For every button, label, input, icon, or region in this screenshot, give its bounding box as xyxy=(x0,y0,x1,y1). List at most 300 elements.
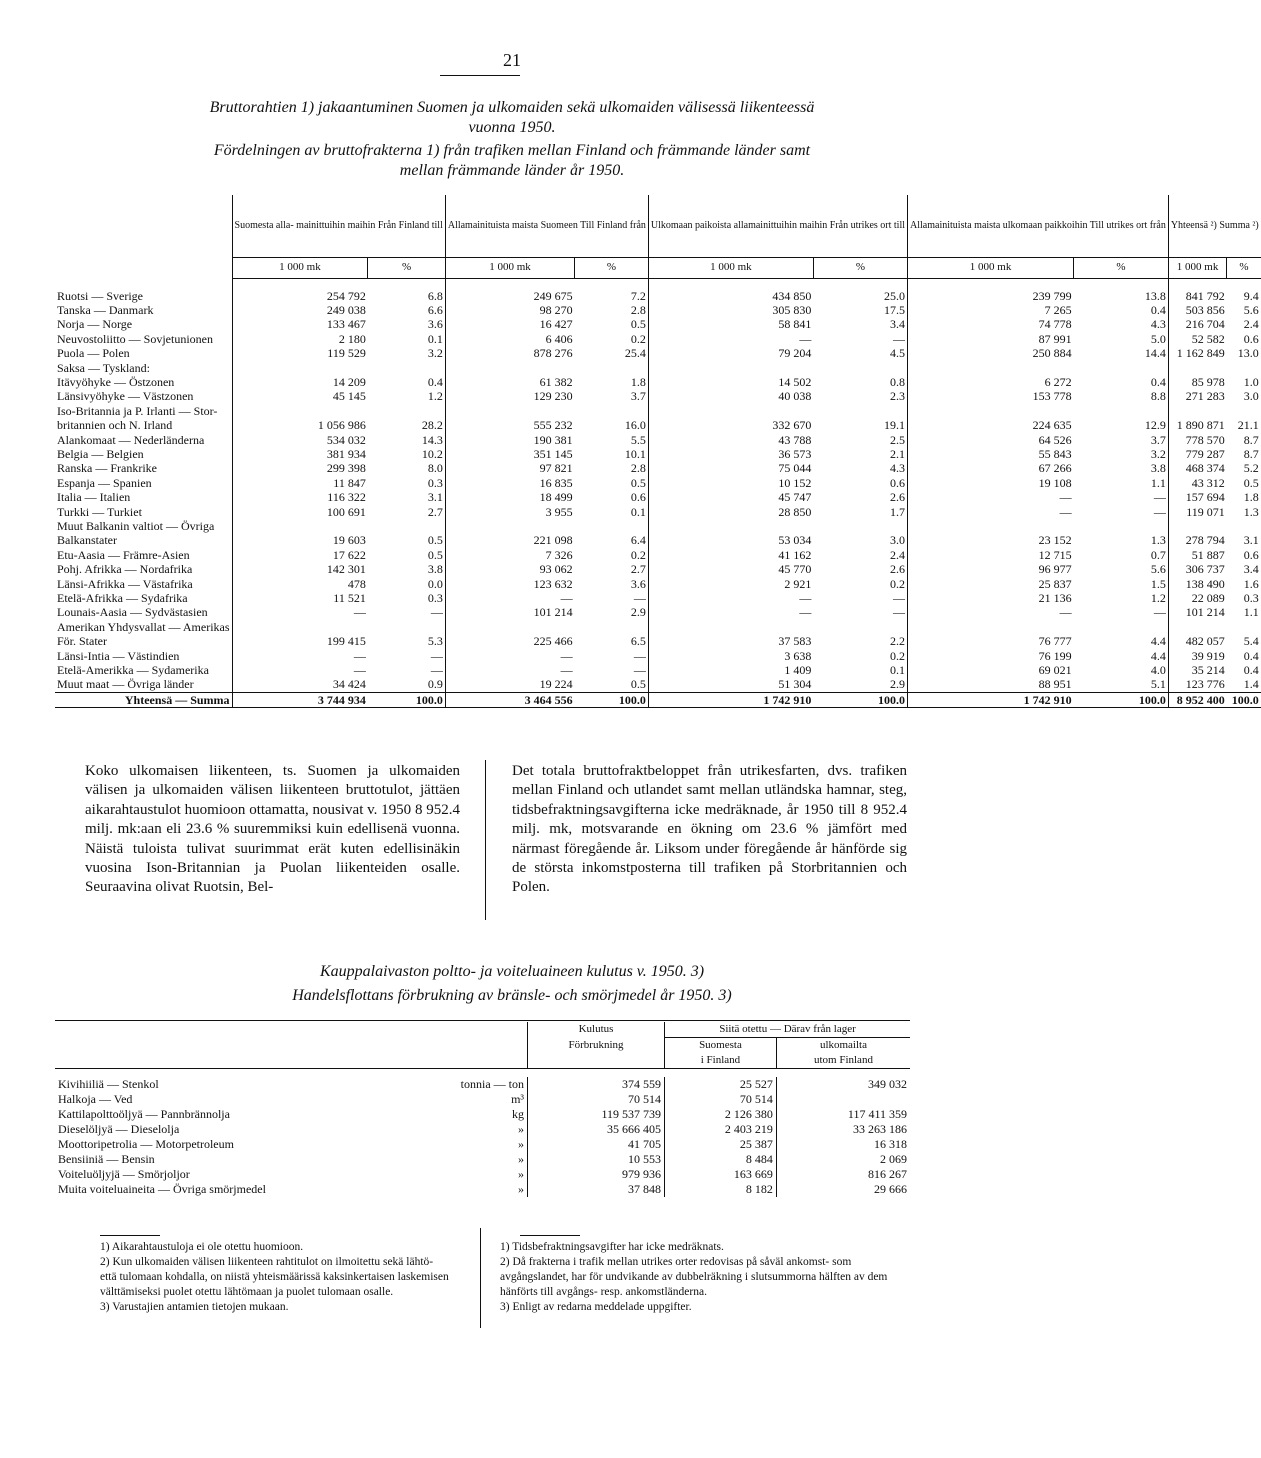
column-divider xyxy=(485,760,486,920)
table-cell: 93 062 xyxy=(445,562,574,576)
row-label: Ranska — Frankrike xyxy=(57,461,157,476)
table-cell: 101 214 xyxy=(1168,605,1226,619)
table-cell xyxy=(813,361,907,375)
table-cell: 58 841 xyxy=(648,317,813,331)
total-label: Yhteensä — Summa xyxy=(55,692,232,707)
table-cell: 10.1 xyxy=(624,446,646,461)
table-cell: — xyxy=(648,591,813,605)
table-cell: 16 835 xyxy=(445,476,574,490)
table-cell: 3.1 xyxy=(1243,533,1259,548)
table-cell: — xyxy=(648,605,813,619)
table-cell: 0.3 xyxy=(427,591,443,606)
table-cell: 98 270 xyxy=(445,303,574,317)
unit-mk: 1 000 mk xyxy=(908,257,1074,278)
table-cell: 10 553 xyxy=(528,1152,665,1167)
table-cell: 21 136 xyxy=(908,591,1074,605)
table-cell: 503 856 xyxy=(1168,303,1226,317)
table-cell: 51 887 xyxy=(1168,548,1226,562)
table-cell: 8 182 xyxy=(665,1182,777,1197)
table-cell: 16 318 xyxy=(776,1137,910,1152)
table-cell: — xyxy=(893,331,906,346)
table-cell xyxy=(1227,404,1261,418)
footnote-fi-3: 3) Varustajien antamien tietojen mukaan. xyxy=(100,1301,289,1313)
table-cell: 374 559 xyxy=(528,1077,665,1092)
footnote-sv-3: 3) Enligt av redarna meddelade uppgifter. xyxy=(500,1301,692,1313)
table-cell: 6.6 xyxy=(427,302,443,317)
table-cell: 18 499 xyxy=(445,490,574,504)
table-cell: 69 021 xyxy=(908,663,1074,677)
table-cell: 3.8 xyxy=(1150,461,1166,476)
table-cell: — xyxy=(445,649,574,663)
table-row xyxy=(55,1137,910,1152)
table-row xyxy=(55,663,1261,677)
table-cell: 61 382 xyxy=(445,375,574,389)
table-cell: 434 850 xyxy=(648,289,813,303)
table-cell: 25 527 xyxy=(665,1077,777,1092)
table-cell: 6 406 xyxy=(445,332,574,346)
row-label: Halkoja — Ved xyxy=(58,1092,133,1106)
footnote-fi-1: 1) Aikarahtaustuloja ei ole otettu huomioon. xyxy=(100,1241,304,1253)
table-cell xyxy=(232,361,368,375)
table-cell: 555 232 xyxy=(445,418,574,432)
table-cell: 7.2 xyxy=(630,288,646,303)
row-label: Amerikan Yhdysvallat — Amerikas xyxy=(57,619,230,634)
table-cell: 0.1 xyxy=(890,663,906,678)
title-sv-line2: mellan främmande länder år 1950. xyxy=(399,162,625,179)
table-cell: 0.6 xyxy=(1243,331,1259,346)
table-cell: » xyxy=(518,1152,524,1166)
unit-mk: 1 000 mk xyxy=(648,257,813,278)
table-cell: 221 098 xyxy=(445,533,574,547)
row-label: Dieselöljyä — Dieselolja xyxy=(58,1122,180,1136)
table-cell: 2.1 xyxy=(890,446,906,461)
row-label: Saksa — Tyskland: xyxy=(57,360,150,375)
table-cell: 13.8 xyxy=(1144,288,1166,303)
title-sv-line1: Fördelningen av bruttofrakterna 1) från trafiken mellan Finland och främmande länder samt xyxy=(213,142,811,159)
table-cell xyxy=(1074,519,1169,533)
table-cell: 39 919 xyxy=(1168,649,1226,663)
table-cell: 97 821 xyxy=(445,461,574,475)
table-cell: 878 276 xyxy=(445,346,574,360)
table-cell: 10.2 xyxy=(421,446,443,461)
table-cell: 52 582 xyxy=(1168,332,1226,346)
table-row xyxy=(55,317,1261,331)
table-cell: — xyxy=(893,605,906,620)
total-cell: 100.0 xyxy=(368,692,446,707)
table-cell: 0.6 xyxy=(890,475,906,490)
table-cell: — xyxy=(445,663,574,677)
table-cell: 133 467 xyxy=(232,317,368,331)
table-cell: 225 466 xyxy=(445,634,574,648)
table-cell xyxy=(776,1092,910,1107)
table-cell: 2 921 xyxy=(648,577,813,591)
table-cell: 12 715 xyxy=(908,548,1074,562)
total-cell: 100.0 xyxy=(813,692,907,707)
table-cell: — xyxy=(232,605,368,619)
table-row xyxy=(55,289,1261,303)
table-cell: 3.8 xyxy=(427,562,443,577)
table-cell: 0.5 xyxy=(630,317,646,332)
table-cell: 5.6 xyxy=(1243,302,1259,317)
row-label: Espanja — Spanien xyxy=(57,475,152,490)
table-cell: 17.5 xyxy=(884,302,906,317)
table-cell: 249 038 xyxy=(232,303,368,317)
table-cell xyxy=(232,404,368,418)
table-cell: 1 162 849 xyxy=(1168,346,1226,360)
table-cell: — xyxy=(1153,605,1166,620)
table-cell: 2.9 xyxy=(890,677,906,692)
table-cell: » xyxy=(518,1182,524,1196)
table-cell: — xyxy=(1153,504,1166,519)
table-cell: 0.5 xyxy=(630,677,646,692)
table-cell xyxy=(1074,620,1169,634)
table-cell: 28 850 xyxy=(648,505,813,519)
table-cell: 534 032 xyxy=(232,433,368,447)
table-cell: 14.3 xyxy=(421,432,443,447)
table-cell: 1 056 986 xyxy=(232,418,368,432)
table-cell xyxy=(445,519,574,533)
total-cell: 1 742 910 xyxy=(908,692,1074,707)
table-cell: 14 502 xyxy=(648,375,813,389)
title-fi-line1: Bruttorahtien 1) jakaantuminen Suomen ja ulkomaiden sekä ulkomaiden välisessä liikenteessä xyxy=(209,99,815,116)
table-cell: 351 145 xyxy=(445,447,574,461)
footnotes-sv xyxy=(500,1240,910,1315)
table-cell: 36 573 xyxy=(648,447,813,461)
table-cell xyxy=(368,620,446,634)
table-cell xyxy=(575,519,649,533)
table-cell: 0.4 xyxy=(1150,374,1166,389)
table-cell xyxy=(232,519,368,533)
table-cell: 0.2 xyxy=(630,547,646,562)
table-cell: 28.2 xyxy=(421,418,443,433)
table-cell: 40 038 xyxy=(648,389,813,403)
unit-mk: 1 000 mk xyxy=(1168,257,1226,278)
table-cell: 37 848 xyxy=(528,1182,665,1197)
table-cell: 5.1 xyxy=(1150,677,1166,692)
table-cell: 41 705 xyxy=(528,1137,665,1152)
table-cell: 0.7 xyxy=(1150,547,1166,562)
row-label: Italia — Italien xyxy=(57,490,131,505)
table-cell xyxy=(908,519,1074,533)
h-utom: utom Finland xyxy=(776,1053,910,1069)
table-cell: 12.9 xyxy=(1144,418,1166,433)
table-row xyxy=(55,1092,910,1107)
table-cell: 6 272 xyxy=(908,375,1074,389)
table-cell: 278 794 xyxy=(1168,533,1226,547)
table-cell: 74 778 xyxy=(908,317,1074,331)
total-cell: 100.0 xyxy=(1227,692,1261,707)
table-cell: 70 514 xyxy=(528,1092,665,1107)
table-cell xyxy=(575,620,649,634)
row-label: Itävyöhyke — Östzonen xyxy=(57,374,175,389)
table-cell: — xyxy=(445,591,574,605)
table-cell: 7 265 xyxy=(908,303,1074,317)
table-cell: — xyxy=(893,591,906,606)
table-row xyxy=(55,505,1261,519)
table-cell: 0.5 xyxy=(427,547,443,562)
unit-mk: 1 000 mk xyxy=(232,257,368,278)
table-cell: 979 936 xyxy=(528,1167,665,1182)
table-cell: 0.0 xyxy=(427,576,443,591)
h-siita: Siitä otettu — Därav från lager xyxy=(665,1022,911,1038)
total-cell: 3 464 556 xyxy=(445,692,574,707)
text-column-fi: Koko ulkomaisen liikenteen, ts. Suomen ja ulkomaiden välisen ja ulkomaiden välisen liikenteen bruttotulot, jättäen aikarahtaustulot huomioon ottamatta, nousivat v. 1950 8 952.4 milj. mk:aan eli 23.6 % suuremmiksi kuin edellisenä vuonna. Näistä tuloista tulivat suurimmat erät kuten edellisinäkin vuosina Ison-Britannian ja Puolan liikenteiden osalle. Seuraavina olivat Ruotsin, Bel- xyxy=(85,763,460,896)
table-cell: 157 694 xyxy=(1168,490,1226,504)
table-cell: 3.7 xyxy=(630,389,646,404)
table-cell: — xyxy=(908,505,1074,519)
table-cell: 2 126 380 xyxy=(665,1107,777,1122)
table-row xyxy=(55,562,1261,576)
table-cell: 6.5 xyxy=(630,634,646,649)
table-cell: 3 955 xyxy=(445,505,574,519)
table-cell: 14 209 xyxy=(232,375,368,389)
table-cell: 70 514 xyxy=(665,1092,777,1107)
table-cell: 8.7 xyxy=(1243,432,1259,447)
table-row xyxy=(55,490,1261,504)
table-cell: 8.7 xyxy=(1243,446,1259,461)
unit-mk: 1 000 mk xyxy=(445,257,574,278)
footnote-fi-2: 2) Kun ulkomaiden välisen liikenteen rahtitulot on ilmoitettu sekä lähtö- että tulomaan kohdalla, on niistä yhteismäärissä kaksinkertaisen laskemisen välttämiseksi puolet otettu lähtömaan ja puolet tulomaan osalle. xyxy=(100,1256,449,1298)
table-cell xyxy=(445,620,574,634)
table-row xyxy=(55,548,1261,562)
table-cell xyxy=(648,519,813,533)
table-cell: 0.6 xyxy=(630,490,646,505)
row-label: Puola — Polen xyxy=(57,346,130,361)
row-label: Lounais-Aasia — Sydvästasien xyxy=(57,605,208,620)
table-cell xyxy=(908,361,1074,375)
table-cell: 381 934 xyxy=(232,447,368,461)
row-label: Balkanstater xyxy=(57,533,117,548)
total-cell: 100.0 xyxy=(575,692,649,707)
table-cell xyxy=(368,361,446,375)
row-label: Alankomaat — Nederländerna xyxy=(57,432,205,447)
table-cell: » xyxy=(518,1137,524,1151)
table-cell: 22 089 xyxy=(1168,591,1226,605)
table-cell: 25.4 xyxy=(624,346,646,361)
table-cell: 10 152 xyxy=(648,476,813,490)
title-fi-line2: vuonna 1950. xyxy=(468,119,556,136)
table-cell xyxy=(813,519,907,533)
row-label: Muita voiteluaineita — Övriga smörjmedel xyxy=(58,1182,266,1196)
table-cell: 239 799 xyxy=(908,289,1074,303)
table-cell: 6.8 xyxy=(427,288,443,303)
row-label: Länsivyöhyke — Västzonen xyxy=(57,389,194,404)
table-cell: 0.4 xyxy=(427,374,443,389)
table-cell: 117 411 359 xyxy=(776,1107,910,1122)
table-row xyxy=(55,533,1261,547)
table-cell: 16 427 xyxy=(445,317,574,331)
table-cell: 1.4 xyxy=(1243,677,1259,692)
table-cell: 34 424 xyxy=(232,677,368,692)
table-cell: 2 180 xyxy=(232,332,368,346)
table-cell: — xyxy=(430,648,443,663)
table-cell: 14.4 xyxy=(1144,346,1166,361)
table-cell: 0.1 xyxy=(630,504,646,519)
table-cell: 271 283 xyxy=(1168,389,1226,403)
col-header-from-finland: Suomesta alla- mainittuihin maihin Från Finland till xyxy=(232,195,445,257)
unit-pct: % xyxy=(575,257,649,278)
table-cell: 123 776 xyxy=(1168,677,1226,692)
table-cell: 0.3 xyxy=(1243,591,1259,606)
title2-sv: Handelsflottans förbrukning av bränsle- och smörjmedel år 1950. 3) xyxy=(292,987,732,1004)
table-cell: — xyxy=(430,663,443,678)
table-cell: 1 409 xyxy=(648,663,813,677)
table-cell: 2.3 xyxy=(890,389,906,404)
unit-pct: % xyxy=(368,257,446,278)
table-cell: 8 484 xyxy=(665,1152,777,1167)
table-cell: 9.4 xyxy=(1243,288,1259,303)
table-row xyxy=(55,1167,910,1182)
row-label: Etelä-Afrikka — Sydafrika xyxy=(57,591,188,606)
row-label: Tanska — Danmark xyxy=(57,302,154,317)
table-row xyxy=(55,1152,910,1167)
row-label: Muut Balkanin valtiot — Övriga xyxy=(57,519,215,533)
table-cell: 16.0 xyxy=(624,418,646,433)
table-cell: 119 537 739 xyxy=(528,1107,665,1122)
table-cell xyxy=(1168,519,1226,533)
table-cell: 11 847 xyxy=(232,476,368,490)
table-cell: 2.2 xyxy=(890,634,906,649)
table-cell: 0.2 xyxy=(890,576,906,591)
table-cell: 5.2 xyxy=(1243,461,1259,476)
unit-pct: % xyxy=(1074,257,1169,278)
table-cell: 2.4 xyxy=(1243,317,1259,332)
table-cell xyxy=(445,361,574,375)
row-label: britannien och N. Irland xyxy=(57,418,173,433)
table-row xyxy=(55,361,1261,375)
table-cell xyxy=(908,404,1074,418)
table-cell: 64 526 xyxy=(908,433,1074,447)
footnote-sv-1: 1) Tidsbefraktningsavgifter har icke medräknats. xyxy=(500,1241,724,1253)
table-row xyxy=(55,1107,910,1122)
table-cell: 0.5 xyxy=(630,475,646,490)
col-header-to-finland: Allamainituista maista Suomeen Till Finland från xyxy=(445,195,648,257)
table-cell: 100 691 xyxy=(232,505,368,519)
table-cell: 45 145 xyxy=(232,389,368,403)
table-cell: 0.9 xyxy=(427,677,443,692)
table-cell: 306 737 xyxy=(1168,562,1226,576)
table-cell: 3 638 xyxy=(648,649,813,663)
table-cell: 1.7 xyxy=(890,504,906,519)
table-cell: 5.0 xyxy=(1150,331,1166,346)
table-row xyxy=(55,433,1261,447)
table-cell: 0.4 xyxy=(1243,663,1259,678)
table-cell: 1.2 xyxy=(1150,591,1166,606)
unit-pct: % xyxy=(813,257,907,278)
table-cell: 2.6 xyxy=(890,562,906,577)
table-cell: 816 267 xyxy=(776,1167,910,1182)
h-ulkomailta: ulkomailta xyxy=(776,1038,910,1054)
table-row xyxy=(55,375,1261,389)
table-cell: 2.6 xyxy=(890,490,906,505)
h-forbrukning: Förbrukning xyxy=(528,1038,665,1054)
table-cell xyxy=(232,620,368,634)
table-row xyxy=(55,346,1261,360)
table-cell: 0.6 xyxy=(1243,547,1259,562)
table-cell xyxy=(445,404,574,418)
table-cell: — xyxy=(232,663,368,677)
table-cell xyxy=(813,404,907,418)
freight-distribution-table xyxy=(55,195,1261,708)
text-column-sv: Det totala bruttofraktbeloppet från utrikesfarten, dvs. trafiken mellan Finland och utlandet samt mellan utländska hamnar, steg, tidsbefraktningsavgifterna icke medräknade, år 1950 till 8 952.4 milj. mk, motsvarande en ökning om 23.6 % jämfört med närmast föregående år. Liksom under föregående år hänförde sig de största inkomstposterna till trafiken på Storbritannien och Polen. xyxy=(512,763,907,896)
table-cell: 1.8 xyxy=(1243,490,1259,505)
table-row xyxy=(55,1122,910,1137)
table-cell: 478 xyxy=(232,577,368,591)
table-cell: 7 326 xyxy=(445,548,574,562)
table-cell: 0.4 xyxy=(1150,302,1166,317)
table-cell: 5.3 xyxy=(427,634,443,649)
table-cell: 1.1 xyxy=(1243,605,1259,620)
row-label: Etelä-Amerikka — Sydamerika xyxy=(57,663,209,678)
table-cell: 779 287 xyxy=(1168,447,1226,461)
table-cell: 4.3 xyxy=(890,461,906,476)
table-row xyxy=(55,447,1261,461)
table-cell: 19.1 xyxy=(884,418,906,433)
table-row xyxy=(55,605,1261,619)
table-cell: 1.8 xyxy=(630,374,646,389)
table-cell: 249 675 xyxy=(445,289,574,303)
row-label: Etu-Aasia — Främre-Asien xyxy=(57,547,190,562)
table-cell: 224 635 xyxy=(908,418,1074,432)
footnote-rule-fi xyxy=(100,1235,160,1236)
table-row xyxy=(55,649,1261,663)
table-row xyxy=(55,303,1261,317)
row-label: Moottoripetrolia — Motorpetroleum xyxy=(58,1137,234,1151)
table-cell: m³ xyxy=(511,1092,524,1106)
table-cell: 79 204 xyxy=(648,346,813,360)
table-cell: 778 570 xyxy=(1168,433,1226,447)
table-row xyxy=(55,418,1261,432)
table-cell: 3.2 xyxy=(427,346,443,361)
h-suomesta: Suomesta xyxy=(665,1038,777,1054)
h-kulutus: Kulutus xyxy=(528,1022,665,1038)
table-cell xyxy=(368,519,446,533)
table-cell: 482 057 xyxy=(1168,634,1226,648)
col-header-foreign-from: Allamainituista maista ulkomaan paikkoihin Till utrikes ort från xyxy=(908,195,1169,257)
table-cell: 5.5 xyxy=(630,432,646,447)
table-row xyxy=(55,677,1261,692)
table-cell: 3.7 xyxy=(1150,432,1166,447)
table-cell: 123 632 xyxy=(445,577,574,591)
table-cell: 11 521 xyxy=(232,591,368,605)
table-cell: 153 778 xyxy=(908,389,1074,403)
table-cell: 468 374 xyxy=(1168,461,1226,475)
table-cell: 76 199 xyxy=(908,649,1074,663)
table-cell: 87 991 xyxy=(908,332,1074,346)
table-cell: 8.8 xyxy=(1150,389,1166,404)
table-cell: — xyxy=(648,332,813,346)
table-row xyxy=(55,1182,910,1197)
table-cell: 0.2 xyxy=(890,648,906,663)
total-cell: 100.0 xyxy=(1074,692,1169,707)
table-cell: 19 224 xyxy=(445,677,574,692)
table-cell xyxy=(813,620,907,634)
table-cell: 3.0 xyxy=(890,533,906,548)
table-cell: 2 069 xyxy=(776,1152,910,1167)
table-cell xyxy=(908,620,1074,634)
table-cell: 41 162 xyxy=(648,548,813,562)
table-cell: — xyxy=(1153,490,1166,505)
table-cell: 250 884 xyxy=(908,346,1074,360)
table-cell: 349 032 xyxy=(776,1077,910,1092)
table-cell: 199 415 xyxy=(232,634,368,648)
table-cell: » xyxy=(518,1122,524,1136)
table-cell: 25.0 xyxy=(884,288,906,303)
table-cell xyxy=(648,361,813,375)
table-cell: 5.6 xyxy=(1150,562,1166,577)
table-cell: 0.4 xyxy=(1243,648,1259,663)
table-cell xyxy=(648,620,813,634)
